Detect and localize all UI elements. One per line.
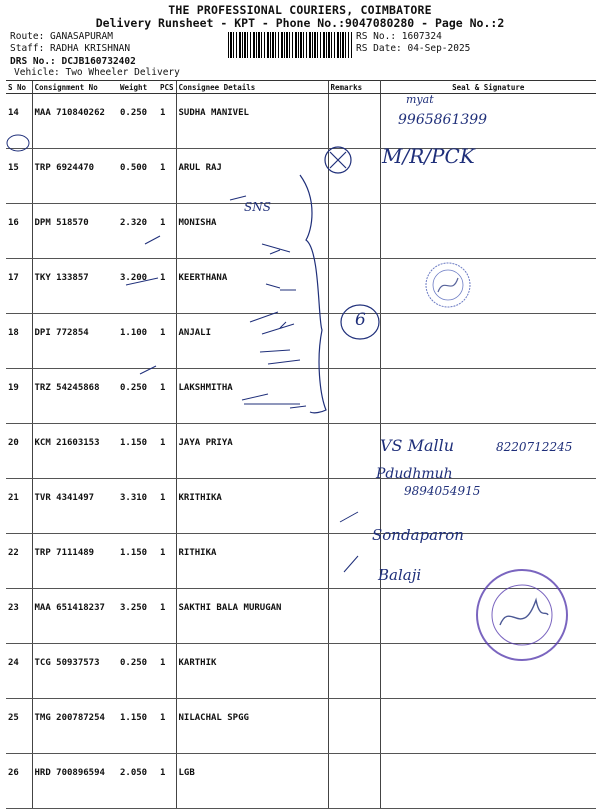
document-subtitle: Delivery Runsheet - KPT - Phone No.:9047080280 - Page No.:2 <box>95 16 505 30</box>
tick-row-20 <box>140 366 156 374</box>
cell-sno: 24 <box>6 644 32 699</box>
cell-consignment: DPM 518570 <box>32 204 118 259</box>
cell-consignment: TVR 4341497 <box>32 479 118 534</box>
cell-weight: 2.050 <box>118 754 158 809</box>
vehicle-label: Vehicle: Two Wheeler Delivery <box>14 67 180 78</box>
cell-sno: 21 <box>6 479 32 534</box>
cell-consignment: HRD 700896594 <box>32 754 118 809</box>
cell-sno: 25 <box>6 699 32 754</box>
phone-row-23: 9894054915 <box>404 484 481 498</box>
scribble-row-20 <box>260 350 300 364</box>
cell-consignee: JAYA PRIYA <box>176 424 328 479</box>
cell-sno: 20 <box>6 424 32 479</box>
cell-weight: 1.100 <box>118 314 158 369</box>
phone-row-22: 8220712245 <box>496 440 573 454</box>
seal-stamp-row-18 <box>426 263 470 307</box>
cell-weight: 1.150 <box>118 699 158 754</box>
cell-consignment: KCM 21603153 <box>32 424 118 479</box>
x-mark <box>330 152 346 168</box>
cell-pcs: 1 <box>158 424 176 479</box>
cell-weight: 0.250 <box>118 644 158 699</box>
cell-pcs: 1 <box>158 699 176 754</box>
cell-consignee: SUDHA MANIVEL <box>176 94 328 149</box>
cell-consignee: KARTHIK <box>176 644 328 699</box>
cell-consignee: KEERTHANA <box>176 259 328 314</box>
cell-pcs: 1 <box>158 479 176 534</box>
signature-row-23: Pdudhmuh <box>376 466 453 482</box>
tick-row-25 <box>344 556 358 572</box>
signature-row-22: VS Mallu <box>380 436 455 455</box>
col-weight: Weight <box>118 81 158 94</box>
col-remarks: Remarks <box>328 81 380 94</box>
col-pcs: PCS <box>158 81 176 94</box>
cell-consignment: TRP 6924470 <box>32 149 118 204</box>
rs-date: RS Date: 04-Sep-2025 <box>356 43 471 54</box>
cell-weight: 1.150 <box>118 534 158 589</box>
cell-pcs: 1 <box>158 534 176 589</box>
tick-row-17 <box>145 236 160 244</box>
phone-row-14: 9965861399 <box>398 112 488 128</box>
cell-pcs: 1 <box>158 369 176 424</box>
cell-consignee: SAKTHI BALA MURUGAN <box>176 589 328 644</box>
cell-weight: 1.150 <box>118 424 158 479</box>
signature-row-25: Balaji <box>378 566 422 584</box>
cell-weight: 0.250 <box>118 94 158 149</box>
cell-pcs: 1 <box>158 754 176 809</box>
cell-consignee: ARUL RAJ <box>176 149 328 204</box>
cell-weight: 0.250 <box>118 369 158 424</box>
cell-consignee: NILACHAL SPGG <box>176 699 328 754</box>
cell-sno: 14 <box>6 94 32 149</box>
cell-sno: 22 <box>6 534 32 589</box>
tick-row-24 <box>340 512 358 522</box>
cell-consignment: MAA 710840262 <box>32 94 118 149</box>
scribble-row-16 <box>230 196 246 200</box>
circled-number: 6 <box>355 310 366 330</box>
col-sno: S No <box>6 81 32 94</box>
cell-consignee: LGB <box>176 754 328 809</box>
cell-consignment: TMG 200787254 <box>32 699 118 754</box>
cell-weight: 3.200 <box>118 259 158 314</box>
cell-pcs: 1 <box>158 259 176 314</box>
staff-label: Staff: RADHA KRISHNAN <box>10 43 131 54</box>
rs-number: RS No.: 1607324 <box>356 31 442 42</box>
scribble-row-17 <box>262 244 290 254</box>
cell-consignee: RITHIKA <box>176 534 328 589</box>
col-seal-signature: Seal & Signature <box>380 81 596 94</box>
cell-consignment: TCG 50937573 <box>32 644 118 699</box>
cell-sno: 19 <box>6 369 32 424</box>
cell-weight: 3.250 <box>118 589 158 644</box>
cell-pcs: 1 <box>158 149 176 204</box>
scribble-row-21 <box>244 404 306 408</box>
cell-weight: 2.320 <box>118 204 158 259</box>
cell-pcs: 1 <box>158 204 176 259</box>
cell-sno: 15 <box>6 149 32 204</box>
signature-row-24: Sondaparon <box>372 526 464 544</box>
cell-pcs: 1 <box>158 589 176 644</box>
scribble-row-19 <box>250 312 294 334</box>
cell-pcs: 1 <box>158 314 176 369</box>
underline-row-21 <box>242 394 268 400</box>
signature-row-14: myat <box>406 93 434 106</box>
brace-mark <box>300 175 326 413</box>
cell-consignment: MAA 651418237 <box>32 589 118 644</box>
mark-row-15: M/R/PCK <box>382 144 475 168</box>
company-stamp <box>477 570 567 660</box>
cell-consignee: LAKSHMITHA <box>176 369 328 424</box>
scribble-row-18 <box>266 284 296 290</box>
col-consignment: Consignment No <box>32 81 118 94</box>
cell-sno: 26 <box>6 754 32 809</box>
cell-consignment: TRZ 54245868 <box>32 369 118 424</box>
cell-sno: 23 <box>6 589 32 644</box>
cell-consignee: MONISHA <box>176 204 328 259</box>
col-consignee: Consignee Details <box>176 81 328 94</box>
cell-sno: 16 <box>6 204 32 259</box>
cell-consignment: DPI 772854 <box>32 314 118 369</box>
mark-row-16: SNS <box>244 200 271 214</box>
circle-mark-row-19 <box>341 305 379 339</box>
tick-row-18 <box>126 278 158 285</box>
cell-sno: 17 <box>6 259 32 314</box>
cell-consignment: TRP 7111489 <box>32 534 118 589</box>
circle-mark-row-15 <box>7 135 29 151</box>
cell-sno: 18 <box>6 314 32 369</box>
cell-weight: 3.310 <box>118 479 158 534</box>
document-title: THE PROFESSIONAL COURIERS, COIMBATORE <box>168 3 432 17</box>
route-label: Route: GANASAPURAM <box>10 31 113 42</box>
cell-pcs: 1 <box>158 644 176 699</box>
cell-weight: 0.500 <box>118 149 158 204</box>
cell-consignment: TKY 133857 <box>32 259 118 314</box>
cell-consignee: ANJALI <box>176 314 328 369</box>
drs-number: DRS No.: DCJB160732402 <box>10 56 136 67</box>
cell-pcs: 1 <box>158 94 176 149</box>
cell-consignee: KRITHIKA <box>176 479 328 534</box>
